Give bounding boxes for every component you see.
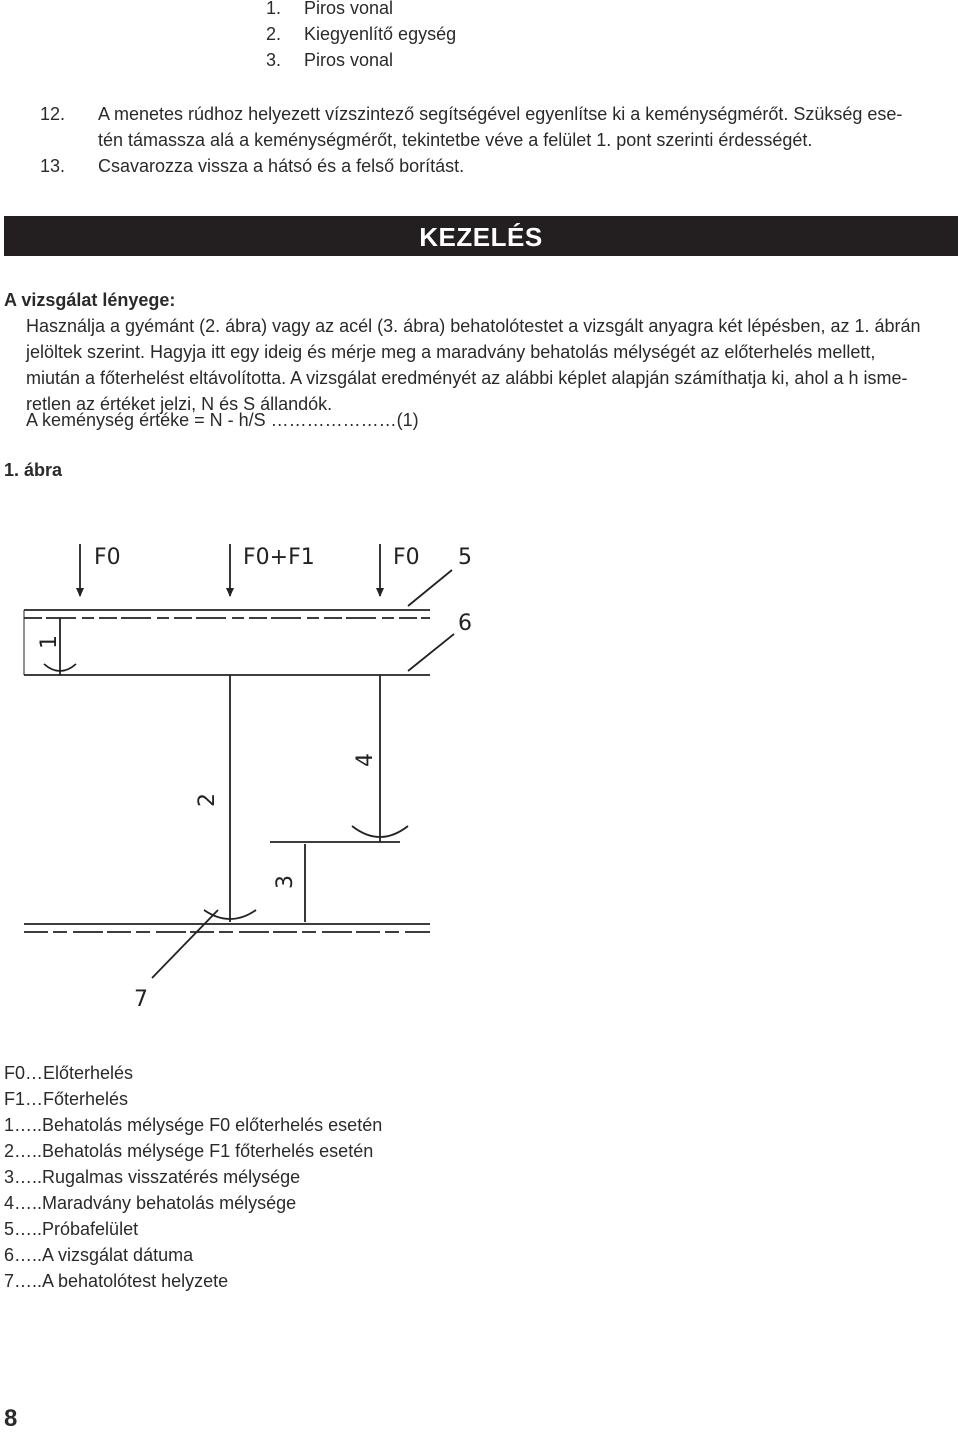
leader-6 — [408, 634, 454, 671]
legend-item: 1…..Behatolás mélysége F0 előterhelés esetén — [4, 1115, 383, 1135]
step-text-line: Csavarozza vissza a hátsó és a felső borítást. — [98, 156, 465, 176]
step-number: 13. — [40, 156, 66, 176]
essence-line: retlen az értéket jelzi, N és S állandók. — [26, 394, 333, 414]
leader-7 — [152, 910, 218, 978]
label-5: 5 — [458, 545, 472, 570]
section-title-banner: KEZELÉS — [4, 216, 958, 256]
label-f0-right: F0 — [393, 545, 420, 570]
label-1: 1 — [37, 635, 62, 649]
legend-item: F1…Főterhelés — [4, 1089, 129, 1109]
label-3: 3 — [273, 875, 298, 889]
hardness-formula: A keménység értéke = N - h/S …………………(1) — [26, 410, 419, 430]
hardness-test-diagram — [0, 530, 960, 1030]
legend-item: 2…..Behatolás mélysége F1 főterhelés esetén — [4, 1141, 374, 1161]
label-4: 4 — [353, 753, 378, 767]
label-2: 2 — [195, 793, 220, 807]
essence-line: Használja a gyémánt (2. ábra) vagy az acél (3. ábra) behatolótestet a vizsgált anyagra két lépésben, az 1. ábrán — [26, 316, 921, 336]
label-f0-f1: F0+F1 — [243, 545, 315, 570]
step-text-line: tén támassza alá a keménységmérőt, tekintetbe véve a felület 1. pont szerinti érdességét. — [98, 130, 813, 150]
essence-line: jelöltek szerint. Hagyja itt egy ideig és mérje meg a maradvány behatolás mélységét az előterhelés mellett, — [26, 342, 876, 362]
label-6: 6 — [458, 611, 472, 636]
step-text-line: A menetes rúdhoz helyezett vízszintező segítségével egyenlítse ki a keménységmérőt. Szükség ese- — [98, 104, 903, 124]
essence-heading: A vizsgálat lényege: — [4, 290, 176, 310]
legend-item: 5…..Próbafelület — [4, 1219, 139, 1239]
list-item-number: 2. — [266, 24, 282, 44]
leader-5 — [408, 570, 452, 606]
label-7: 7 — [134, 987, 148, 1012]
legend-item: 6…..A vizsgálat dátuma — [4, 1245, 194, 1265]
page-number: 8 — [4, 1405, 18, 1432]
legend-item: F0…Előterhelés — [4, 1063, 134, 1083]
essence-line: miután a főterhelést eltávolította. A vizsgálat eredményét az alábbi képlet alapján számíthatja ki, ahol a h isme- — [26, 368, 908, 388]
figure-caption: 1. ábra — [4, 460, 63, 480]
legend-item: 3…..Rugalmas visszatérés mélysége — [4, 1167, 301, 1187]
list-item-number: 1. — [266, 0, 282, 18]
list-item-number: 3. — [266, 50, 282, 70]
list-item-text: Piros vonal — [304, 50, 394, 70]
label-f0-left: F0 — [94, 545, 121, 570]
step-number: 12. — [40, 104, 66, 124]
legend-item: 4…..Maradvány behatolás mélysége — [4, 1193, 297, 1213]
legend-item: 7…..A behatolótest helyzete — [4, 1271, 229, 1291]
list-item-text: Piros vonal — [304, 0, 394, 18]
list-item-text: Kiegyenlítő egység — [304, 24, 457, 44]
